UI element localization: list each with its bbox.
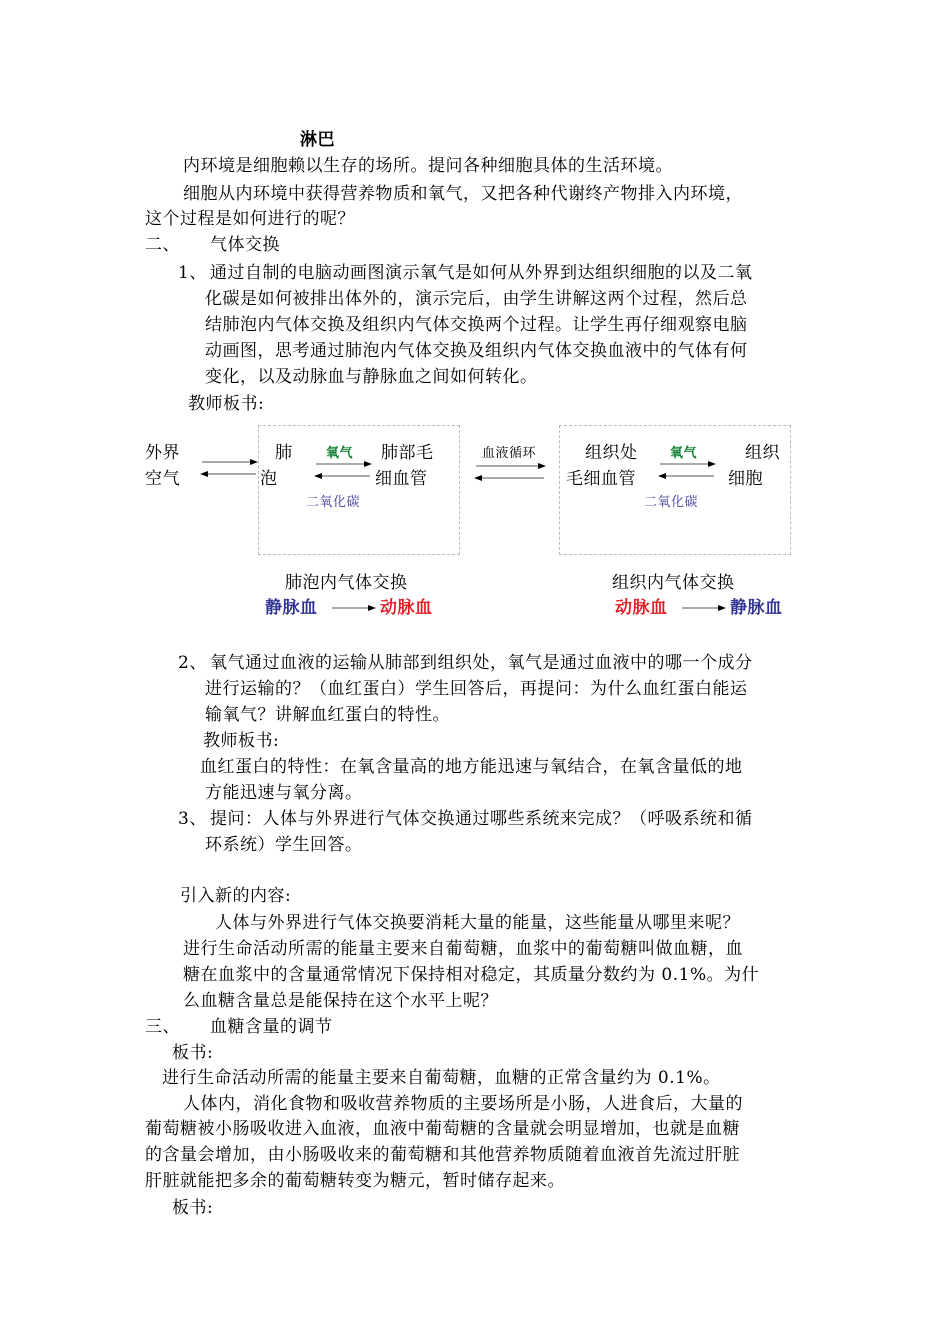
tissue-capillary-label: 毛细血管 xyxy=(566,469,636,489)
new-content-line: 糖在血浆中的含量通常情况下保持相对稳定，其质量分数约为 0.1%。为什 xyxy=(183,965,760,985)
co2-label-right: 二氧化碳 xyxy=(644,495,699,510)
caption-tissue-exchange: 组织内气体交换 xyxy=(612,573,735,593)
lung-capillary-label: 细血管 xyxy=(375,469,428,489)
hemoglobin-line: 血红蛋白的特性：在氧含量高的地方能迅速与氧结合，在氧含量低的地 xyxy=(200,757,743,777)
new-content-line: 么血糖含量总是能保持在这个水平上呢？ xyxy=(183,991,498,1011)
arterial-blood-left: 动脉血 xyxy=(380,598,433,618)
item-1-line: 结肺泡内气体交换及组织内气体交换两个过程。让学生再仔细观察电脑 xyxy=(205,315,748,335)
tissue-cell-label: 组织 xyxy=(745,443,780,463)
item-2-line: 氧气通过血液的运输从肺部到组织处，氧气是通过血液中的哪一个成分 xyxy=(210,653,753,673)
paragraph-line: 的含量会增加，由小肠吸收来的葡萄糖和其他营养物质随着血液首先流过肝脏 xyxy=(145,1145,740,1165)
tissue-capillary-label: 组织处 xyxy=(585,443,638,463)
new-content-line: 进行生命活动所需的能量主要来自葡萄糖，血浆中的葡萄糖叫做血糖，血 xyxy=(183,939,743,959)
co2-label-left: 二氧化碳 xyxy=(306,495,361,510)
section-2-number: 二、 xyxy=(145,235,180,255)
tissue-gas-arrows xyxy=(656,458,718,482)
venous-blood-left: 静脉血 xyxy=(265,598,318,618)
item-1-line: 变化，以及动脉血与静脉血之间如何转化。 xyxy=(205,367,538,387)
alveolus-label: 泡 xyxy=(260,469,278,489)
item-2-number: 2、 xyxy=(178,653,207,673)
board-line: 进行生命活动所需的能量主要来自葡萄糖，血糖的正常含量约为 0.1%。 xyxy=(162,1068,721,1088)
section-3-title: 血糖含量的调节 xyxy=(210,1017,333,1037)
hemoglobin-line: 方能迅速与氧分离。 xyxy=(205,783,363,803)
arterial-blood-right: 动脉血 xyxy=(615,598,668,618)
section-3-number: 三、 xyxy=(145,1017,180,1037)
alveolus-label: 肺 xyxy=(275,443,293,463)
item-3-line: 提问：人体与外界进行气体交换通过哪些系统来完成？（呼吸系统和循 xyxy=(210,809,753,829)
intro-line-2: 细胞从内环境中获得营养物质和氧气，又把各种代谢终产物排入内环境， xyxy=(183,184,743,204)
teacher-board-2: 教师板书: xyxy=(203,731,280,751)
item-1-line: 动画图，思考通过肺泡内气体交换及组织内气体交换血液中的气体有何 xyxy=(205,341,748,361)
teacher-board-1: 教师板书: xyxy=(188,394,265,414)
tissue-cell-label: 细胞 xyxy=(728,469,763,489)
item-2-line: 进行运输的？（血红蛋白）学生回答后，再提问：为什么血红蛋白能运 xyxy=(205,679,748,699)
item-3-number: 3、 xyxy=(178,809,207,829)
arterial-to-venous-arrow xyxy=(680,601,728,615)
circulation-arrows xyxy=(472,460,548,484)
board-label-end: 板书: xyxy=(172,1198,214,1218)
lung-capillary-label: 肺部毛 xyxy=(381,443,434,463)
item-1-line: 化碳是如何被排出体外的，演示完后，由学生讲解这两个过程，然后总 xyxy=(205,289,748,309)
section-2-title: 气体交换 xyxy=(210,235,280,255)
venous-to-arterial-arrow xyxy=(330,601,378,615)
new-content-label: 引入新的内容: xyxy=(180,886,292,906)
oxygen-label-right: 氧气 xyxy=(670,446,698,461)
new-content-line: 人体与外界进行气体交换要消耗大量的能量，这些能量从哪里来呢？ xyxy=(215,913,740,933)
intro-line-1: 内环境是细胞赖以生存的场所。提问各种细胞具体的生活环境。 xyxy=(183,156,673,176)
board-label: 板书: xyxy=(172,1043,214,1063)
paragraph-line: 葡萄糖被小肠吸收进入血液，血液中葡萄糖的含量就会明显增加，也就是血糖 xyxy=(145,1119,740,1139)
venous-blood-right: 静脉血 xyxy=(730,598,783,618)
item-2-line: 输氧气？讲解血红蛋白的特性。 xyxy=(205,705,450,725)
item-1-line: 通过自制的电脑动画图演示氧气是如何从外界到达组织细胞的以及二氧 xyxy=(210,263,753,283)
intro-line-3: 这个过程是如何进行的呢？ xyxy=(145,209,355,229)
item-3-line: 环系统）学生回答。 xyxy=(205,835,363,855)
paragraph-line: 肝脏就能把多余的葡萄糖转变为糖元，暂时储存起来。 xyxy=(145,1171,565,1191)
oxygen-label-left: 氧气 xyxy=(326,446,354,461)
paragraph-line: 人体内，消化食物和吸收营养物质的主要场所是小肠，人进食后，大量的 xyxy=(183,1094,743,1114)
outside-air-label: 空气 xyxy=(145,469,180,489)
outside-air-label: 外界 xyxy=(145,443,180,463)
item-1-number: 1、 xyxy=(178,263,207,283)
alveolar-gas-arrows xyxy=(312,458,374,482)
heading-lymph: 淋巴 xyxy=(300,130,335,150)
blood-circulation-label: 血液循环 xyxy=(482,446,537,461)
air-exchange-arrows xyxy=(198,456,260,480)
caption-alveolar-exchange: 肺泡内气体交换 xyxy=(285,573,408,593)
